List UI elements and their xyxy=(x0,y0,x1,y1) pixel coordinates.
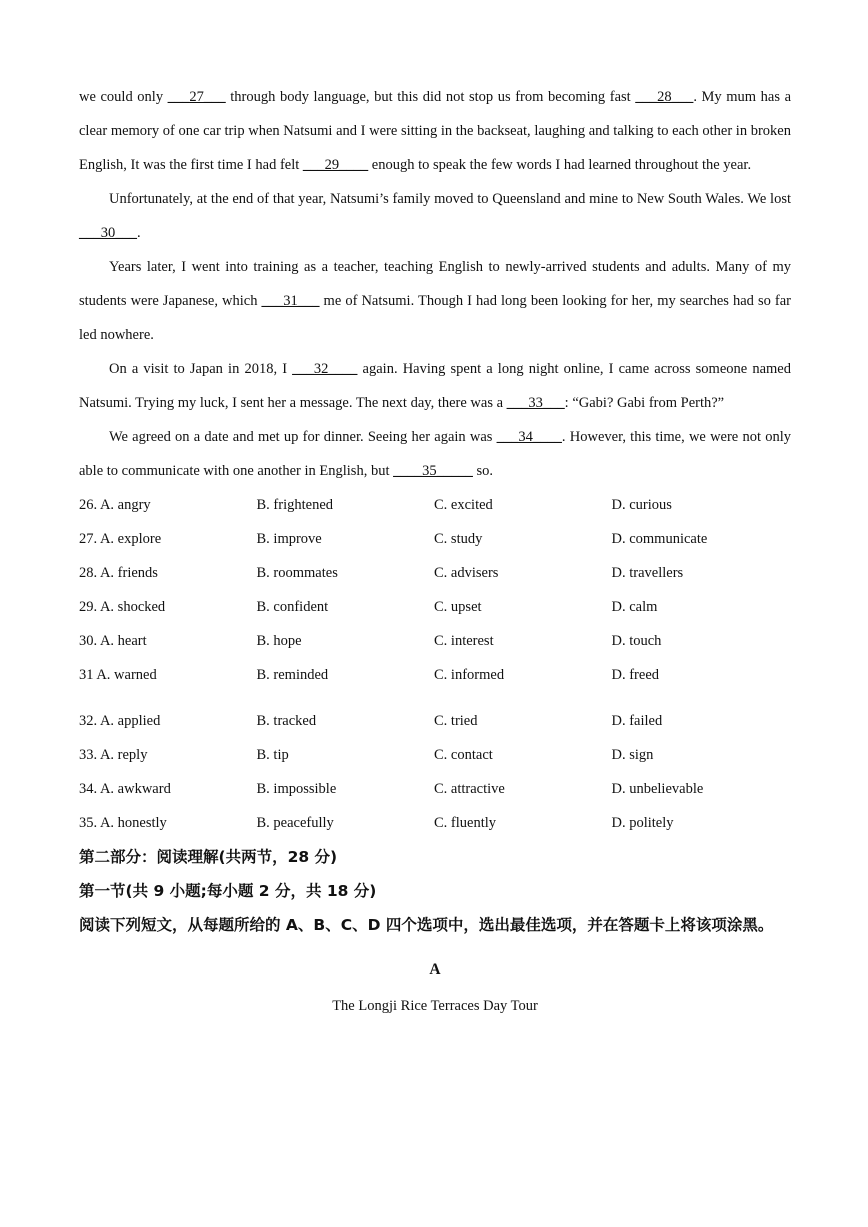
blank-31: ___31___ xyxy=(261,293,320,309)
sub-heading: 第一节(共 9 小题;每小题 2 分，共 18 分) xyxy=(79,882,377,900)
blank-33: ___33___ xyxy=(506,395,565,411)
option-c: C. upset xyxy=(434,599,482,615)
option-d: D. touch xyxy=(611,633,662,649)
option-b: B. tracked xyxy=(256,713,317,729)
option-d: D. communicate xyxy=(611,531,708,547)
blank-28: ___28___ xyxy=(635,89,694,105)
option-d: D. unbelievable xyxy=(611,781,704,797)
cloze-passage xyxy=(79,80,791,488)
option-row-32 xyxy=(79,704,791,738)
option-b: B. hope xyxy=(256,633,302,649)
option-c: C. attractive xyxy=(434,781,505,797)
option-b: B. confident xyxy=(256,599,329,615)
option-d: D. sign xyxy=(611,747,654,763)
option-d: D. failed xyxy=(611,713,663,729)
option-row-29 xyxy=(79,590,791,624)
option-a: 34. A. awkward xyxy=(79,781,171,797)
paragraph-3 xyxy=(79,250,791,352)
paragraph-2 xyxy=(79,182,791,250)
option-a: 30. A. heart xyxy=(79,633,147,649)
option-d: D. calm xyxy=(611,599,658,615)
text: Years later, I went into training as a teacher, teaching English to newly-arrived students and adults. Many of my students were Japanese, which xyxy=(79,259,791,309)
part-heading: 第二部分：阅读理解(共两节，28 分) xyxy=(79,848,338,866)
text: On a visit to Japan in 2018, I xyxy=(109,361,293,377)
option-a: 26. A. angry xyxy=(79,497,151,513)
option-a: 28. A. friends xyxy=(79,565,158,581)
text: so. xyxy=(472,463,493,479)
blank-29: ___29____ xyxy=(302,157,369,173)
text: . xyxy=(137,225,141,241)
blank-30: ___30___ xyxy=(79,225,137,241)
option-a: 29. A. shocked xyxy=(79,599,166,615)
option-row-33 xyxy=(79,738,791,772)
text: . My mum has a clear memory of one car trip when Natsumi and I were sitting in the backseat, laughing and talking to each other in broken English, It was the first time I had felt xyxy=(79,89,792,173)
option-b: B. frightened xyxy=(256,497,334,513)
paragraph-1 xyxy=(79,80,791,182)
option-a: 32. A. applied xyxy=(79,713,161,729)
option-c: C. interest xyxy=(434,633,494,649)
option-c: C. contact xyxy=(434,747,493,763)
text: me of Natsumi. Though I had long been looking for her, my searches had so far led nowhere. xyxy=(79,293,791,343)
option-b: B. peacefully xyxy=(256,815,334,831)
text: again. Having spent a long night online, I came across someone named Natsumi. Trying my luck, I sent her a message. The next day, there was a xyxy=(79,361,791,411)
paragraph-4 xyxy=(79,352,791,420)
passage-title: The Longji Rice Terraces Day Tour xyxy=(332,998,538,1014)
option-row-26 xyxy=(79,488,791,522)
blank-27: ___27___ xyxy=(167,89,226,105)
option-row-27 xyxy=(79,522,791,556)
text: . However, this time, we were not only able to communicate with one another in English, but xyxy=(79,429,791,479)
passage-letter: A xyxy=(429,961,441,978)
option-c: C. study xyxy=(434,531,483,547)
option-a: 27. A. explore xyxy=(79,531,162,547)
text: enough to speak the few words I had learned throughout the year. xyxy=(368,157,752,173)
option-b: B. roommates xyxy=(256,565,338,581)
instruction: 阅读下列短文，从每题所给的 A、B、C、D 四个选项中，选出最佳选项，并在答题卡上将该项涂黑。 xyxy=(79,916,774,934)
option-c: C. tried xyxy=(434,713,478,729)
blank-32: ___32____ xyxy=(292,361,358,377)
option-d: D. politely xyxy=(611,815,674,831)
option-a: 33. A. reply xyxy=(79,747,148,763)
text: We agreed on a date and met up for dinner. Seeing her again was xyxy=(109,429,497,445)
text: we could only xyxy=(79,89,168,105)
option-a: 31 A. warned xyxy=(79,667,157,683)
answer-options xyxy=(79,488,791,840)
option-b: B. improve xyxy=(256,531,322,547)
option-c: C. advisers xyxy=(434,565,499,581)
option-c: C. excited xyxy=(434,497,493,513)
blank-35: ____35_____ xyxy=(393,463,473,479)
option-d: D. curious xyxy=(611,497,672,513)
option-c: C. fluently xyxy=(434,815,497,831)
text: through body language, but this did not stop us from becoming fast xyxy=(225,89,636,105)
option-b: B. impossible xyxy=(256,781,337,797)
paragraph-5 xyxy=(79,420,791,488)
option-b: B. reminded xyxy=(256,667,329,683)
option-d: D. freed xyxy=(611,667,660,683)
option-row-30 xyxy=(79,624,791,658)
option-d: D. travellers xyxy=(611,565,684,581)
option-b: B. tip xyxy=(256,747,289,763)
exam-page xyxy=(79,80,791,1024)
option-row-35 xyxy=(79,806,791,840)
text: Unfortunately, at the end of that year, Natsumi’s family moved to Queensland and mine to New South Wales. We lost xyxy=(109,191,791,207)
option-c: C. informed xyxy=(434,667,505,683)
option-row-28 xyxy=(79,556,791,590)
blank-34: ___34____ xyxy=(496,429,562,445)
option-a: 35. A. honestly xyxy=(79,815,167,831)
option-row-31 xyxy=(79,658,791,704)
text: : “Gabi? Gabi from Perth?” xyxy=(564,395,725,411)
option-row-34 xyxy=(79,772,791,806)
